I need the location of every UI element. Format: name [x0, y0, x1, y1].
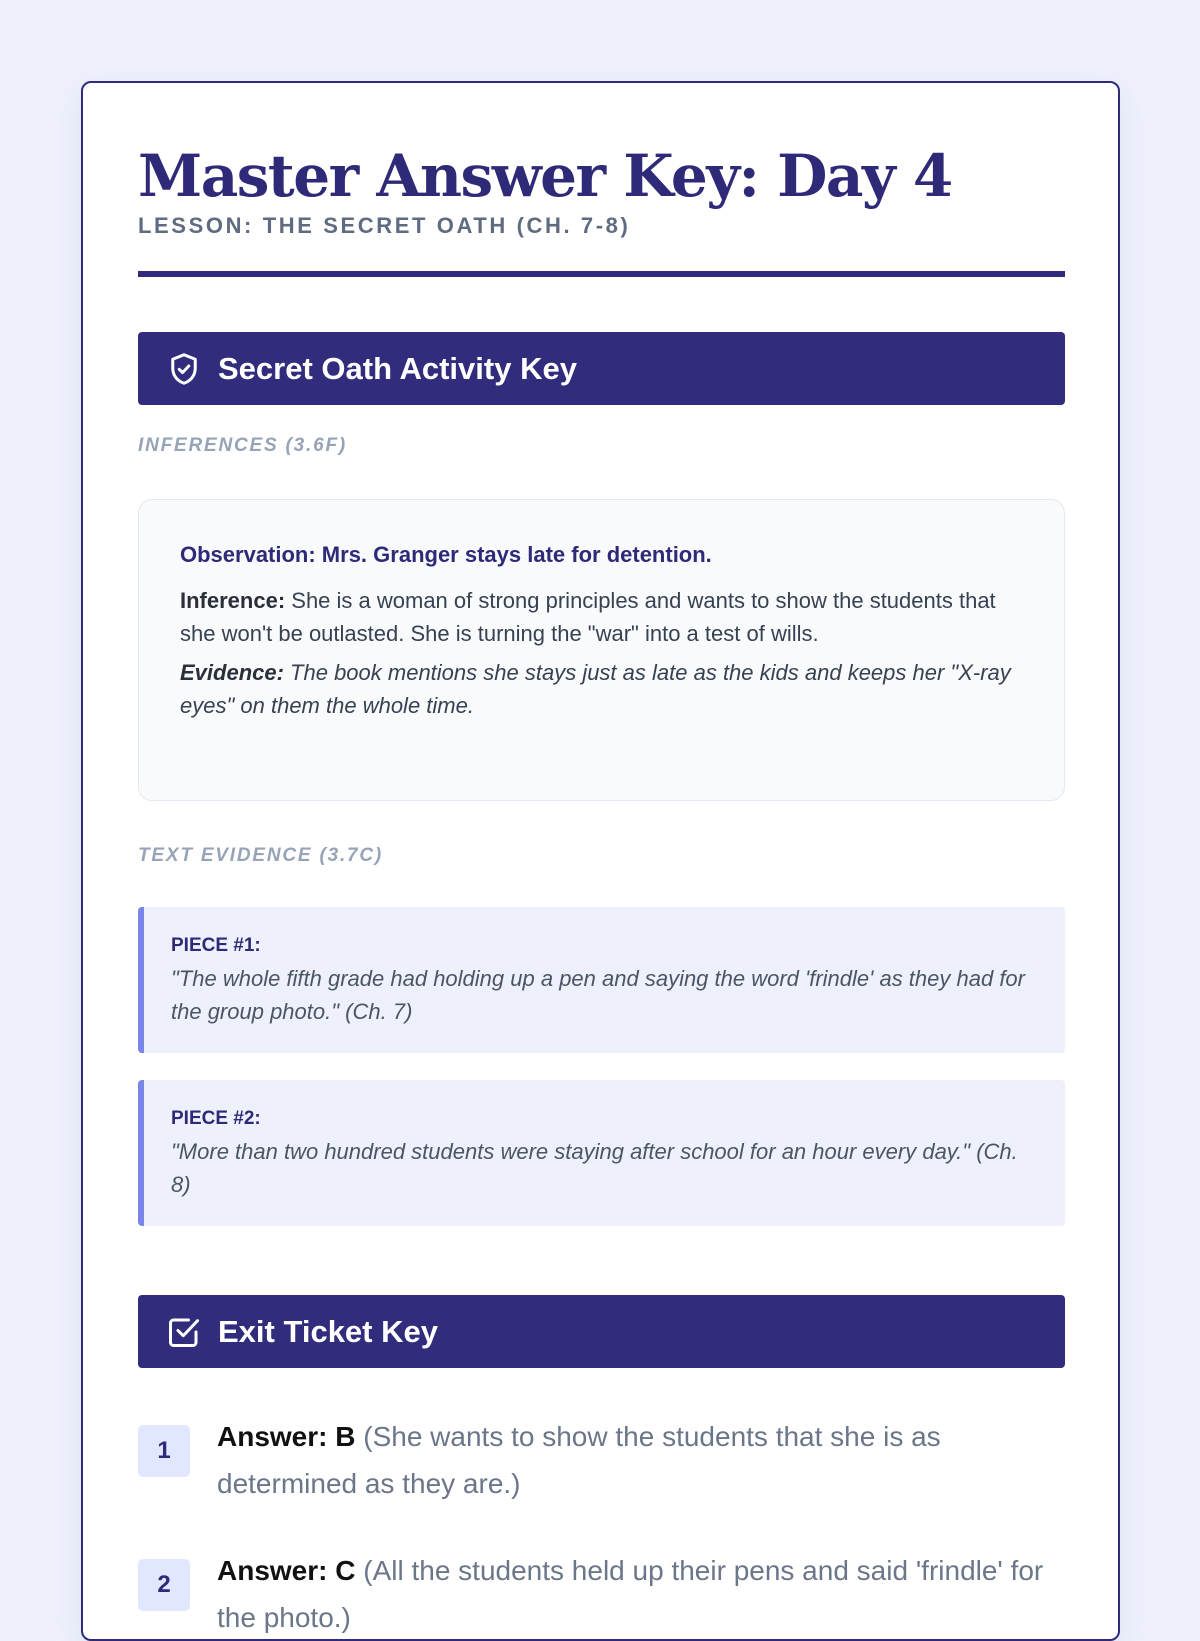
answer-number-badge: 1 — [138, 1425, 190, 1477]
piece-quote: "The whole fifth grade had holding up a pen and saying the word 'frindle' as they had for the group photo." (Ch. 7) — [171, 966, 1025, 1024]
evidence-piece — [138, 1080, 1065, 1226]
answer-number-badge: 2 — [138, 1559, 190, 1611]
inference-label: Inference: — [180, 588, 286, 613]
page-title: Master Answer Key: Day 4 — [138, 142, 952, 210]
inferences-label: INFERENCES (3.6F) — [138, 435, 348, 456]
secret-oath-section-header — [138, 332, 1065, 405]
piece-label: PIECE #1: — [171, 935, 261, 956]
observation-text: Observation: Mrs. Granger stays late for detention. — [180, 542, 712, 567]
inference-card — [138, 499, 1065, 801]
inference-text: She is a woman of strong principles and wants to show the students that she won't be outlasted. She is turning the "war" into a test of wills. — [180, 588, 996, 646]
answer-explanation: (All the students held up their pens and said 'frindle' for the photo.) — [217, 1555, 1044, 1633]
answer-text — [217, 1547, 1065, 1641]
piece-quote: "More than two hundred students were staying after school for an hour every day." (Ch. 8) — [171, 1139, 1018, 1197]
section-title: Secret Oath Activity Key — [218, 350, 577, 386]
evidence-label: Evidence: — [180, 660, 284, 685]
shield-check-icon — [166, 351, 202, 387]
text-evidence-label: TEXT EVIDENCE (3.7C) — [138, 845, 384, 866]
evidence-piece — [138, 907, 1065, 1053]
answer-item — [138, 1547, 1065, 1641]
evidence-text: The book mentions she stays just as late as the kids and keeps her "X-ray eyes" on them the whole time. — [180, 660, 1011, 718]
answer-choice: Answer: B — [217, 1421, 356, 1452]
section-title: Exit Ticket Key — [218, 1313, 438, 1349]
answer-item — [138, 1413, 1065, 1507]
answer-key-card — [81, 81, 1120, 1641]
answer-text — [217, 1413, 1065, 1507]
answer-choice: Answer: C — [217, 1555, 356, 1586]
checkbox-icon — [166, 1314, 202, 1350]
piece-label: PIECE #2: — [171, 1108, 261, 1129]
inference-paragraph — [180, 584, 1024, 650]
answer-explanation: (She wants to show the students that she is as determined as they are.) — [217, 1421, 941, 1499]
exit-ticket-section-header — [138, 1295, 1065, 1368]
title-divider — [138, 271, 1065, 277]
lesson-subtitle: LESSON: THE SECRET OATH (CH. 7-8) — [138, 213, 631, 238]
evidence-paragraph — [180, 656, 1024, 722]
